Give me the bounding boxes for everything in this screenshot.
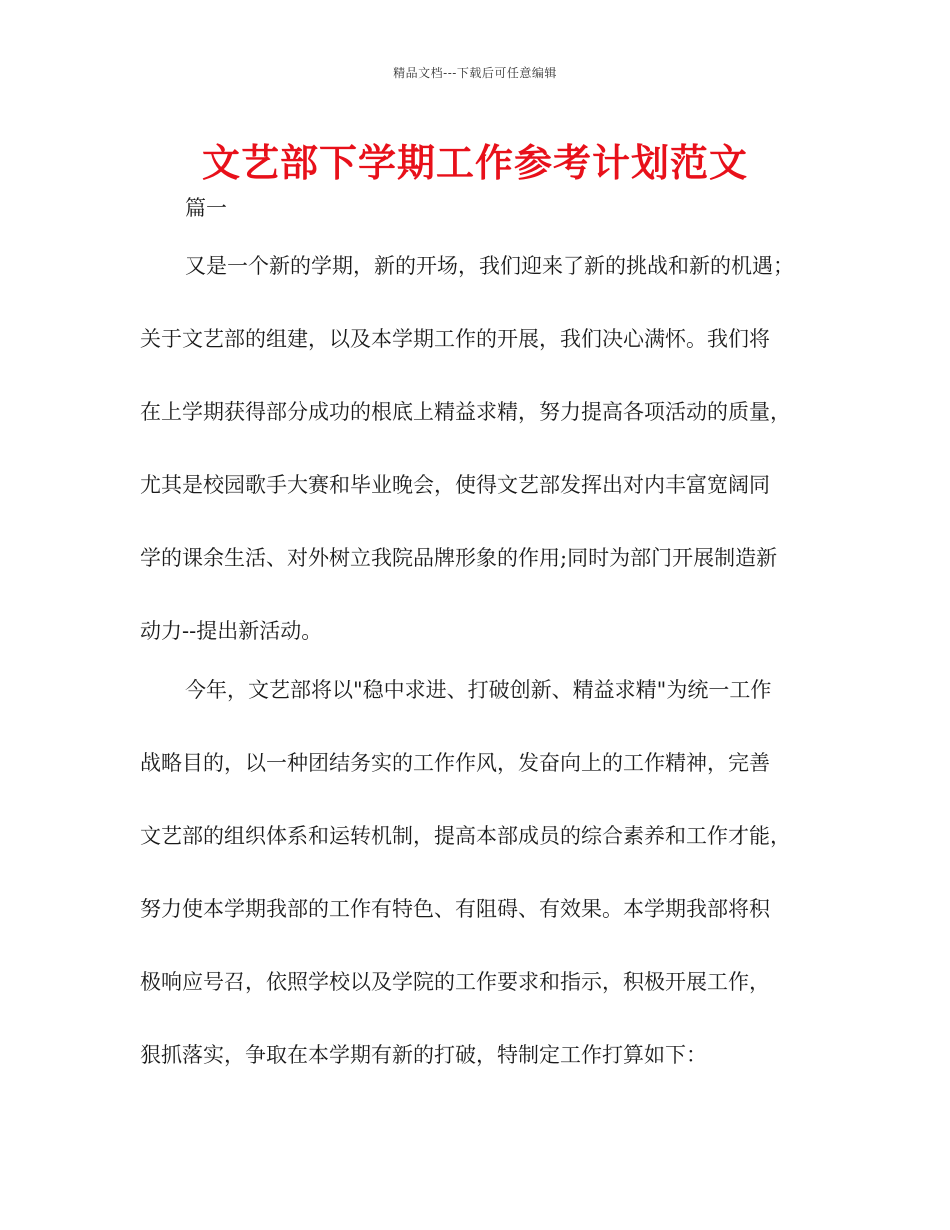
paragraph-line: 动力--提出新活动。 [140, 619, 323, 643]
paragraph-line: 战略目的，以一种团结务实的工作作风，发奋向上的工作精神，完善 [140, 751, 770, 775]
paragraph-2 [140, 654, 840, 1092]
paragraph-line: 极响应号召，依照学校以及学院的工作要求和指示，积极开展工作， [140, 970, 770, 994]
section-label: 篇一 [185, 196, 227, 220]
paragraph-line: 文艺部的组织体系和运转机制，提高本部成员的综合素养和工作才能， [140, 824, 791, 848]
paragraph-line: 在上学期获得部分成功的根底上精益求精，努力提高各项活动的质量， [140, 400, 791, 424]
paragraph-line: 又是一个新的学期，新的开场，我们迎来了新的挑战和新的机遇； [185, 254, 794, 278]
paragraph-line: 尤其是校园歌手大赛和毕业晚会，使得文艺部发挥出对内丰富宽阔同 [140, 473, 770, 497]
paragraph-line: 关于文艺部的组建，以及本学期工作的开展，我们决心满怀。我们将 [140, 327, 770, 351]
paragraph-line: 狠抓落实，争取在本学期有新的打破，特制定工作打算如下： [140, 1043, 707, 1067]
page-header: 精品文档---下载后可任意编辑 [393, 66, 557, 80]
document-title: 文艺部下学期工作参考计划范文 [201, 141, 748, 185]
paragraph-line: 学的课余生活、对外树立我院品牌形象的作用;同时为部门开展制造新 [140, 546, 778, 570]
paragraph-line: 努力使本学期我部的工作有特色、有阻碍、有效果。本学期我部将积 [140, 897, 770, 921]
paragraph-1 [140, 230, 840, 668]
paragraph-line: 今年，文艺部将以"稳中求进、打破创新、精益求精"为统一工作 [185, 678, 772, 702]
